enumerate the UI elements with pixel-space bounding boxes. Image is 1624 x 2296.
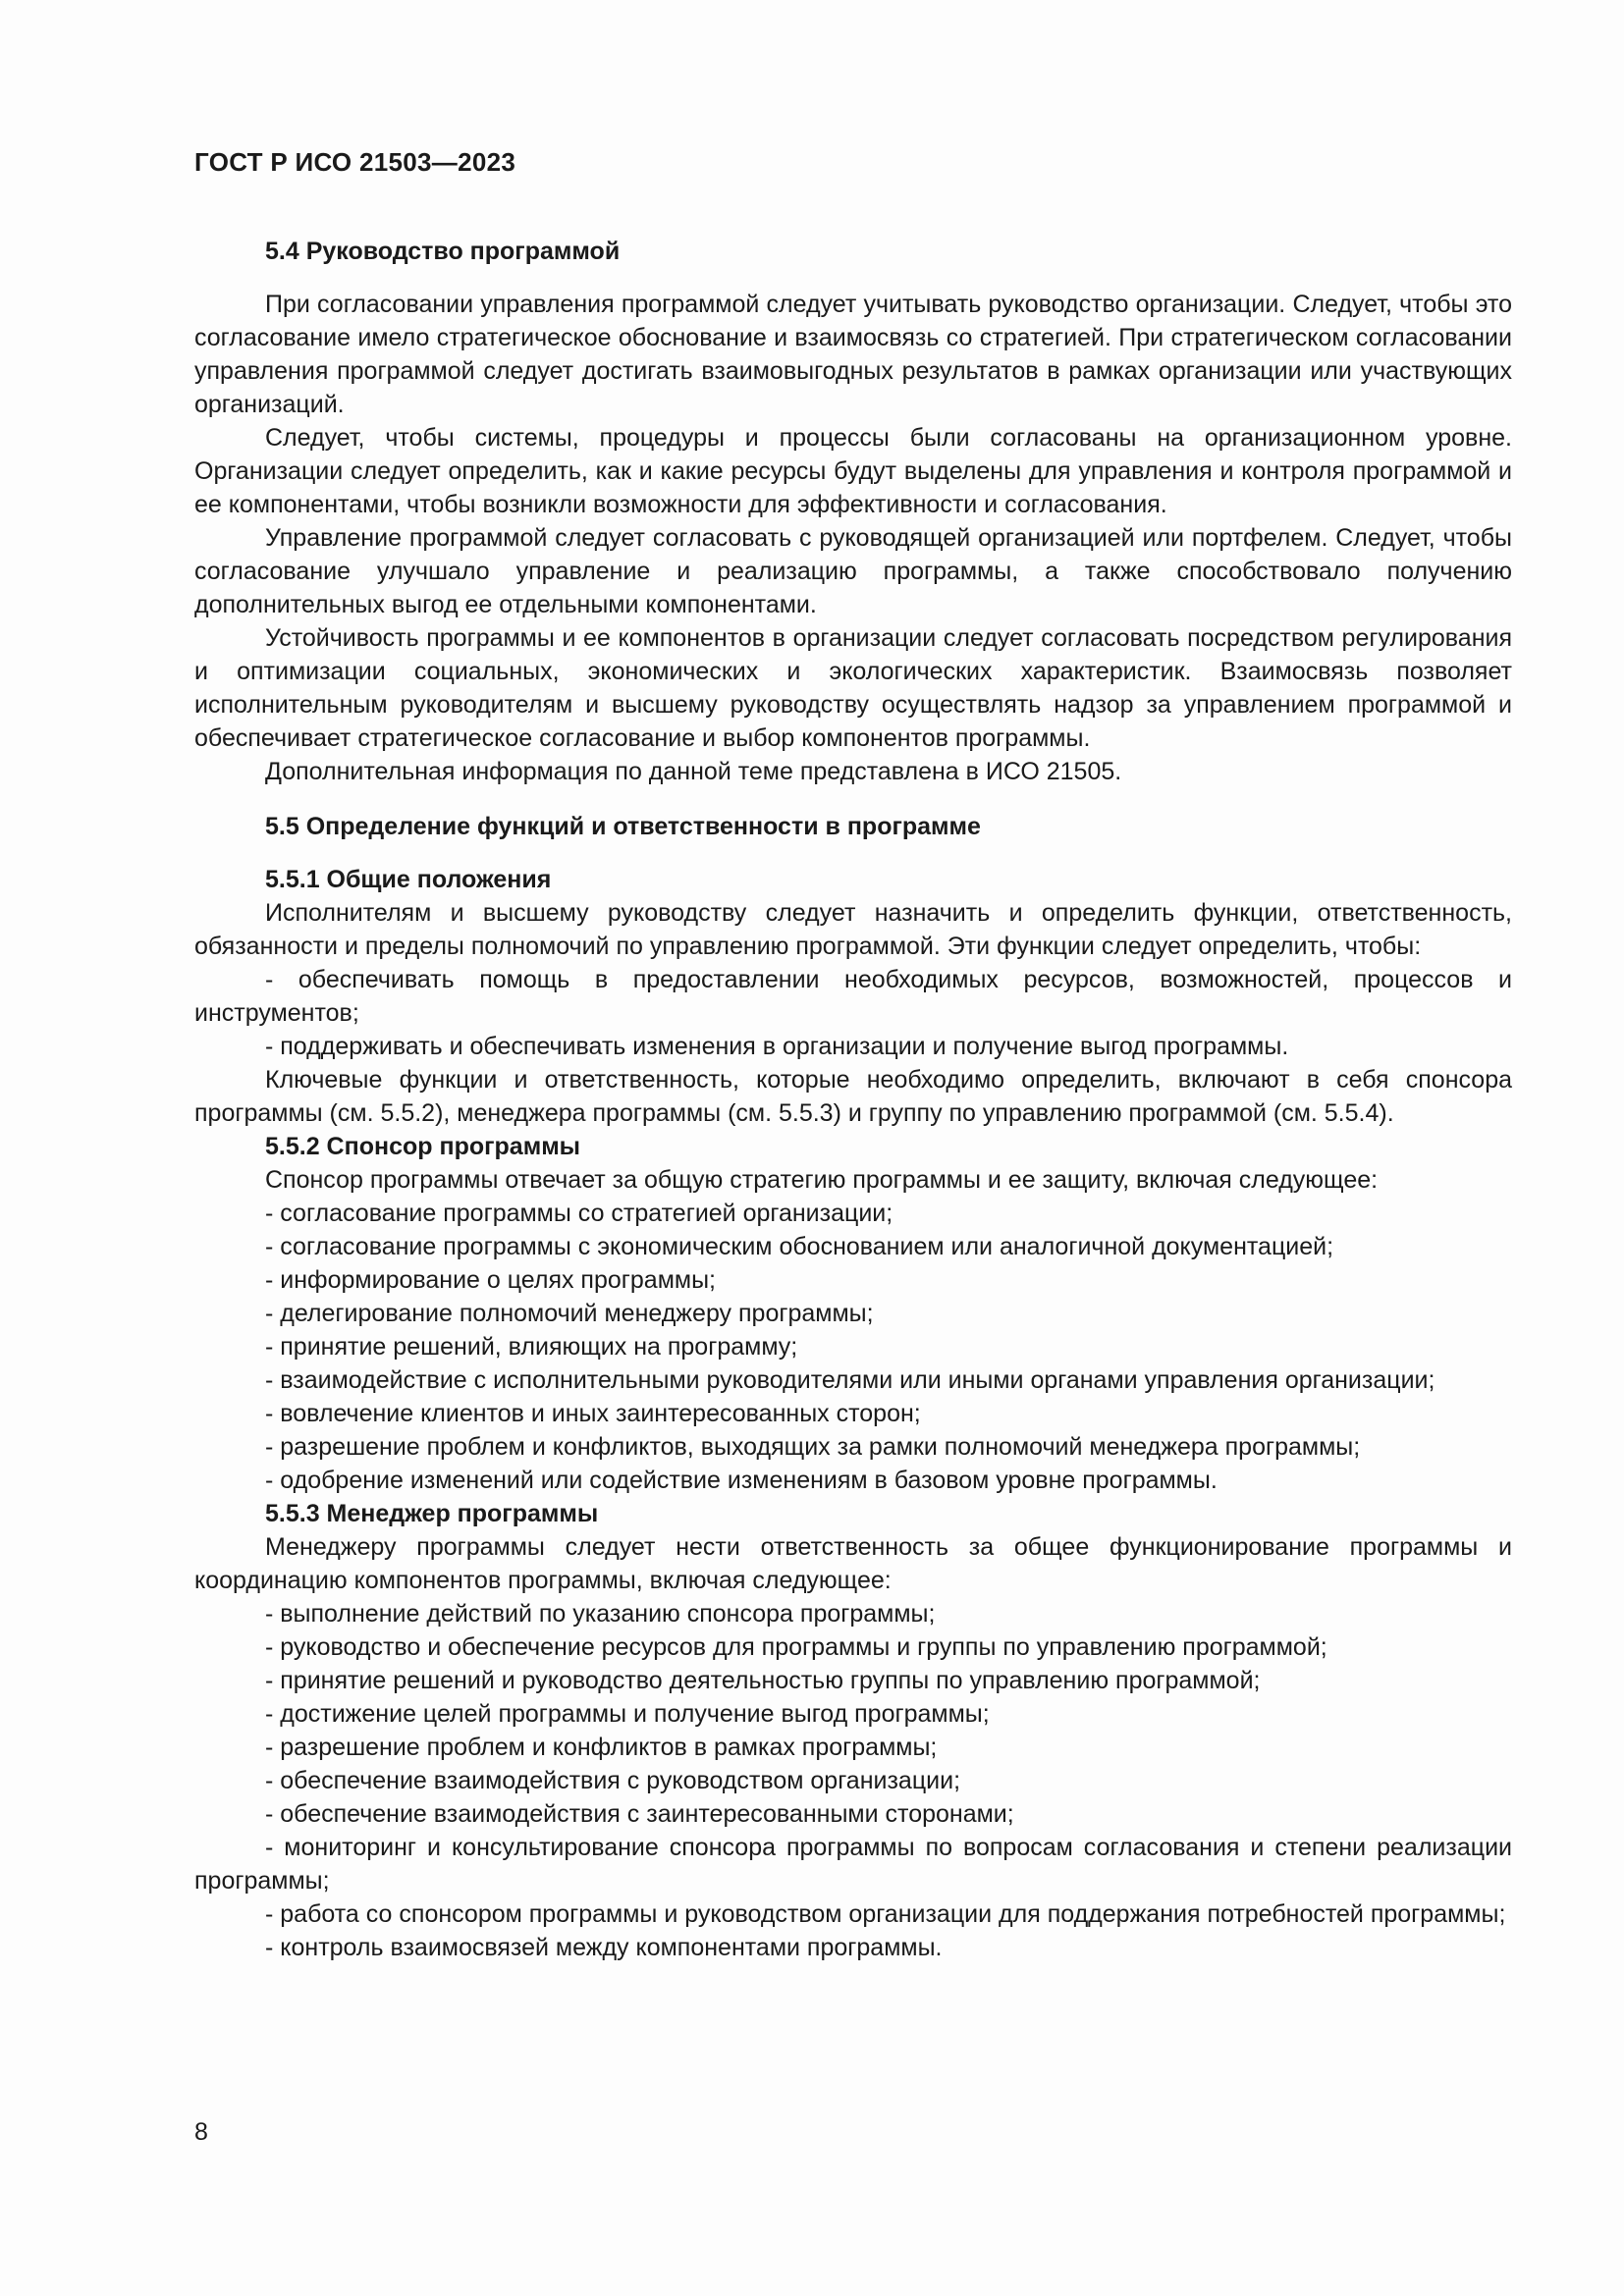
list-item: - обеспечение взаимодействия с заинтересованными сторонами; [265,1800,1014,1828]
paragraph: Управление программой следует согласовать с руководящей организацией или портфелем. Следует, чтобы согласование улучшало управление и реализацию программы, а также способствовало получению дополнительных выгод ее отдельными компонентами. [194,524,1512,618]
section-title-5-4: 5.4 Руководство программой [265,238,621,265]
document-page [194,147,1512,1964]
list-item: - обеспечение взаимодействия с руководством организации; [265,1767,961,1794]
paragraph: Спонсор программы отвечает за общую стратегию программы и ее защиту, включая следующее: [265,1166,1379,1194]
list-item: - согласование программы с экономическим обоснованием или аналогичной документацией; [265,1233,1334,1260]
list-item: - достижение целей программы и получение выгод программы; [265,1700,990,1728]
paragraph: Менеджеру программы следует нести ответственность за общее функционирование программы и координацию компонентов программы, включая следующее: [194,1533,1512,1594]
list-item: - одобрение изменений или содействие изменениям в базовом уровне программы. [265,1467,1218,1494]
subsection-title-5-5-2: 5.5.2 Спонсор программы [265,1133,581,1160]
list-item: - согласование программы со стратегией организации; [265,1200,893,1227]
list-item: - принятие решений, влияющих на программу; [265,1333,798,1361]
paragraph: Устойчивость программы и ее компонентов в организации следует согласовать посредством регулирования и оптимизации социальных, экономических и экологических характеристик. Взаимосвязь позволяет исполнительным руководителям и высшему руководству осуществлять надзор за управлением программой и обеспечивает стратегическое согласование и выбор компонентов программы. [194,624,1512,752]
document-header: ГОСТ Р ИСО 21503—2023 [194,147,516,177]
list-item: - разрешение проблем и конфликтов в рамках программы; [265,1734,938,1761]
list-item: - принятие решений и руководство деятельностью группы по управлению программой; [265,1667,1261,1694]
page-number: 8 [194,2118,208,2146]
list-item: - обеспечивать помощь в предоставлении необходимых ресурсов, возможностей, процессов и инструментов; [194,966,1512,1027]
paragraph: При согласовании управления программой следует учитывать руководство организации. Следует, чтобы это согласование имело стратегическое обоснование и взаимосвязь со стратегией. При стратегическом согласовании управления программой следует достигать взаимовыгодных результатов в рамках организации или участвующих организаций. [194,291,1512,418]
list-item: - контроль взаимосвязей между компонентами программы. [265,1934,943,1961]
paragraph: Дополнительная информация по данной теме представлена в ИСО 21505. [265,758,1122,785]
paragraph: Следует, чтобы системы, процедуры и процессы были согласованы на организационном уровне. Организации следует определить, как и какие ресурсы будут выделены для управления и контроля программой и ее компонентами, чтобы возникли возможности для эффективности и согласования. [194,424,1512,518]
list-item: - делегирование полномочий менеджеру программы; [265,1300,874,1327]
subsection-title-5-5-3: 5.5.3 Менеджер программы [265,1500,599,1527]
paragraph: Исполнителям и высшему руководству следует назначить и определить функции, ответственность, обязанности и пределы полномочий по управлению программой. Эти функции следует определить, чтобы: [194,899,1512,960]
list-item: - руководство и обеспечение ресурсов для программы и группы по управлению программой; [265,1633,1327,1661]
list-item: - мониторинг и консультирование спонсора программы по вопросам согласования и степени реализации программы; [194,1834,1512,1895]
list-item: - вовлечение клиентов и иных заинтересованных сторон; [265,1400,921,1427]
subsection-title-5-5-1: 5.5.1 Общие положения [265,866,552,893]
list-item: - выполнение действий по указанию спонсора программы; [265,1600,936,1628]
list-item: - поддерживать и обеспечивать изменения в организации и получение выгод программы. [265,1033,1289,1060]
list-item: - информирование о целях программы; [265,1266,716,1294]
section-title-5-5: 5.5 Определение функций и ответственности в программе [265,813,981,840]
list-item: - разрешение проблем и конфликтов, выходящих за рамки полномочий менеджера программы; [265,1433,1361,1461]
list-item: - взаимодействие с исполнительными руководителями или иными органами управления организации; [265,1366,1435,1394]
paragraph: Ключевые функции и ответственность, которые необходимо определить, включают в себя спонсора программы (см. 5.5.2), менеджера программы (см. 5.5.3) и группу по управлению программой (см. 5.5.4). [194,1066,1512,1127]
list-item: - работа со спонсором программы и руководством организации для поддержания потребностей программы; [265,1900,1506,1928]
